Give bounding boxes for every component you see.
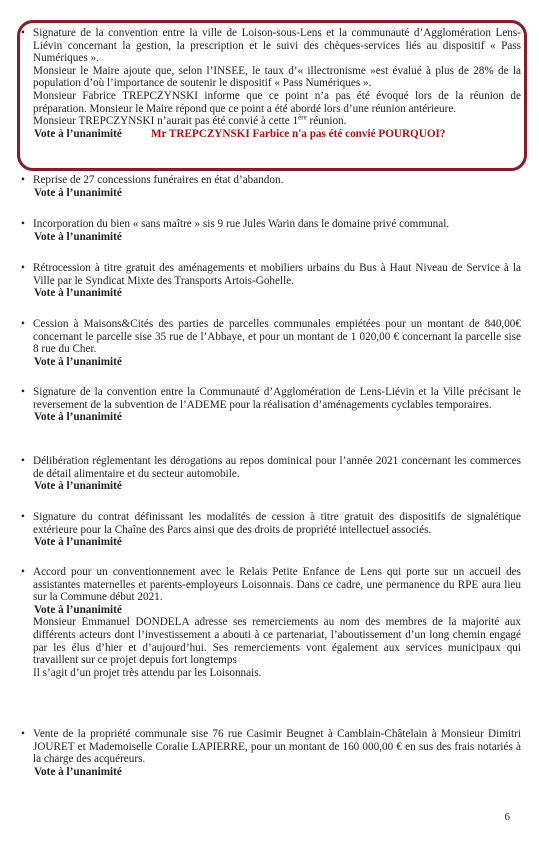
bullet-icon: •: [21, 566, 25, 578]
item-text: Incorporation du bien « sans maître » sis 9 rue Jules Warin dans le domaine privé communal.: [33, 218, 450, 230]
vote-result: Vote à l’unanimité: [34, 411, 122, 424]
bullet-icon: •: [21, 386, 25, 398]
item-text: Signature de la convention entre la ville de Loison-sous-Lens et la communauté d’Agglomération Lens-Liévin concernant la gestion, la prescription et le suivi des chèques-services liés au dispositif « Pass Numériques ».: [33, 27, 521, 65]
item-text: Délibération réglementant les dérogations au repos dominical pour l’année 2021 concernant les commerces de détail alimentaire et du secteur automobile.: [33, 455, 521, 480]
item-text: Il s’agit d’un projet très attendu par les Loisonnais.: [33, 666, 262, 679]
item-text: Monsieur TREPCZYNSKI n’aurait pas été convié à cette 1ère réunion.: [33, 113, 347, 128]
agenda-item-pass-numeriques: [21, 27, 521, 140]
bullet-icon: •: [21, 318, 25, 330]
bullet-icon: •: [21, 262, 25, 274]
vote-result: Vote à l’unanimité: [34, 230, 122, 243]
item-text: Signature du contrat définissant les modalités de cession à titre gratuit des dispositifs de signalétique extérieure pour la Chaîne des Parcs ainsi que des droits de propriété intellectuel associés.: [33, 511, 521, 536]
agenda-item-concessions: [21, 174, 521, 199]
item-text: Monsieur Fabrice TREPCZYNSKI informe que ce point n’a pas été évoqué lors de la réunion de préparation. Monsieur le Maire répond que ce point a été abordé lors d’une réunion antérieure.: [33, 89, 521, 115]
agenda-item-convention-ademe: [21, 386, 521, 424]
vote-result: Vote à l’unanimité: [34, 480, 122, 493]
item-text: Signature de la convention entre la Communauté d’Agglomération de Lens-Liévin et la Ville précisant le reversement de la subvention de l’ADEME pour la réalisation d’aménagements cyclables temporaires.: [33, 386, 521, 411]
bullet-icon: •: [21, 728, 25, 740]
vote-result: Vote à l’unanimité: [34, 603, 122, 616]
vote-result: Vote à l’unanimité: [34, 287, 122, 300]
item-text: Monsieur le Maire ajoute que, selon l’INSEE, le taux d’« illectronisme »est évalué à plus de 28% de la population d’où l’importance de soutenir le dispositif « Pass Numériques ».: [33, 64, 521, 90]
agenda-item-vente-propriete: [21, 728, 521, 778]
item-text: Reprise de 27 concessions funéraires en état d’abandon.: [33, 174, 284, 186]
bullet-icon: •: [21, 455, 25, 467]
agenda-item-cession-maisons-cites: [21, 318, 521, 368]
item-text: Cession à Maisons&Cités des parties de parcelles communales empiétées pour un montant de 840,00€ concernant le parcelle sise 35 rue de l’Abbaye, et pour un montant de 1 020,00 € concernant la parcelle sise 8 rue du Cher.: [33, 318, 521, 356]
bullet-icon: •: [21, 174, 25, 186]
agenda-item-signaletique: [21, 511, 521, 549]
item-text: Vente de la propriété communale sise 76 rue Casimir Beugnet à Camblain-Châtelain à Monsieur Dimitri JOURET et Mademoiselle Coralie LAPIERRE, pour un montant de 160 000,00 € en sus des frais notariés à la charge des acquéreurs.: [33, 728, 521, 766]
item-text: Rétrocession à titre gratuit des aménagements et mobiliers urbains du Bus à Haut Niveau de Service à la Ville par le Syndicat Mixte des Transports Artois-Gohelle.: [33, 262, 521, 287]
vote-result: Vote à l’unanimité: [34, 127, 122, 140]
vote-result: Vote à l’unanimité: [34, 765, 122, 778]
vote-result: Vote à l’unanimité: [34, 536, 122, 549]
agenda-item-retrocession: [21, 262, 521, 300]
item-text: Monsieur Emmanuel DONDELA adresse ses remerciements au nom des membres de la majorité aux différents acteurs dont l’investissement a abouti à ce partenariat, l’aboutissement d’un long chemin engagé par les élus d’hier et d’aujourd’hui. Ses remerciements vont également aux services municipaux qui travaillent sur ce projet depuis fort longtemps: [33, 616, 521, 667]
bullet-icon: •: [21, 218, 25, 230]
vote-result: Vote à l’unanimité: [34, 355, 122, 368]
page-number: 6: [504, 811, 510, 823]
bullet-icon: •: [21, 27, 25, 39]
bullet-icon: •: [21, 511, 25, 523]
agenda-item-bien-sans-maitre: [21, 218, 521, 243]
item-text: Accord pour un conventionnement avec le Relais Petite Enfance de Lens qui porte sur un accueil des assistantes maternelles et parents-employeurs Loisonnais. Dans ce cadre, une permanence du RPE aura lieu sur la Commune début 2021.: [33, 566, 521, 604]
handwritten-annotation: Mr TREPCZYNSKI Farbice n'a pas été convié POURQUOI?: [151, 127, 446, 140]
agenda-item-repos-dominical: [21, 455, 521, 493]
vote-result: Vote à l’unanimité: [34, 186, 122, 199]
agenda-item-relais-petite-enfance: [21, 566, 521, 679]
